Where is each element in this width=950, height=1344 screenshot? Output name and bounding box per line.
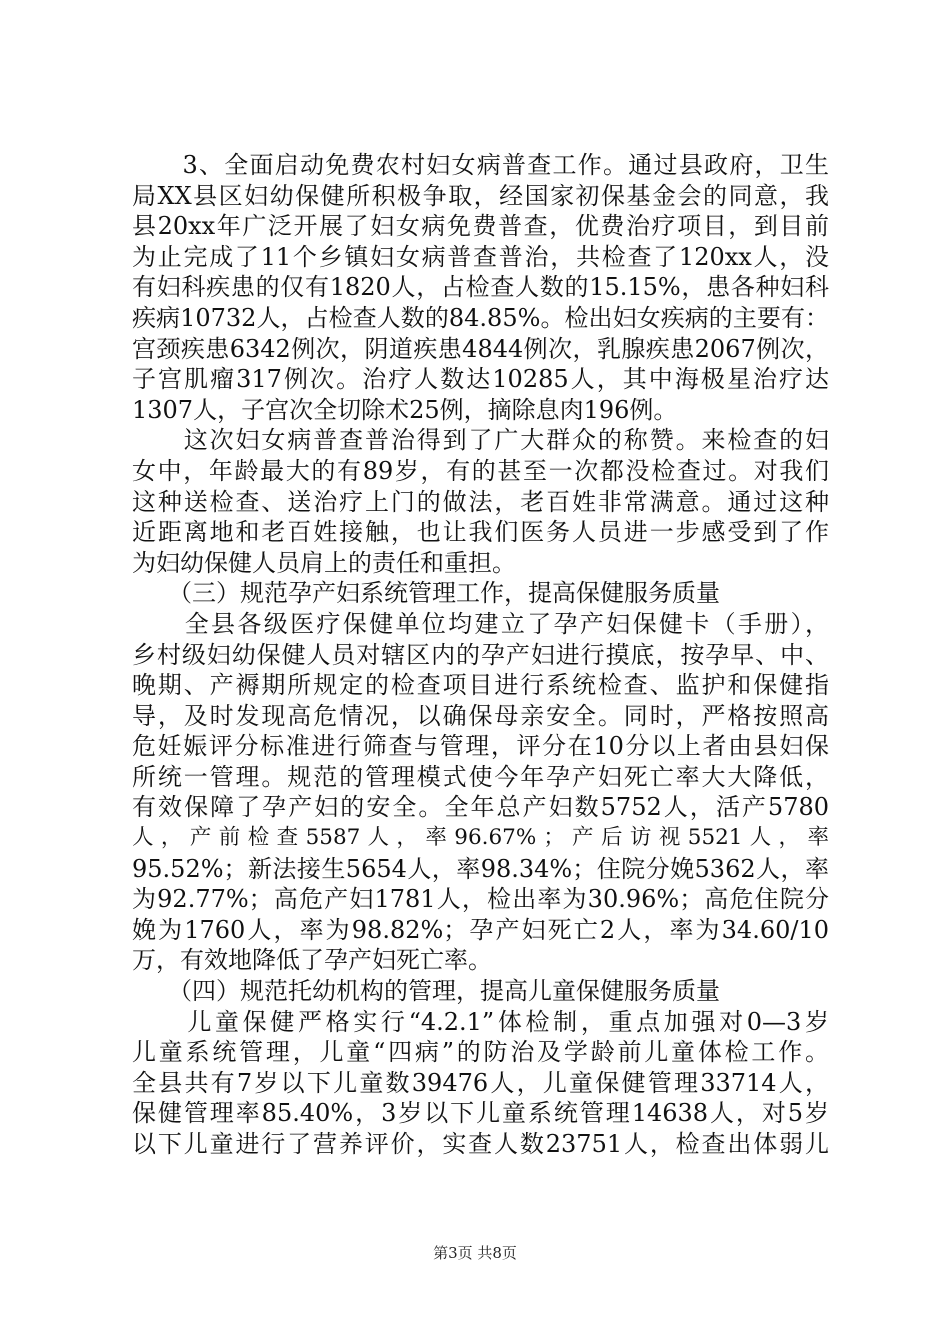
text-line: 3、全面启动免费农村妇女病普查工作。通过县政府，卫生 — [132, 151, 829, 179]
text-line: 有妇科疾患的仅有1820人，占检查人数的15.15%，患各种妇科 — [132, 273, 829, 302]
text-line: 疾病10732人，占检查人数的84.85%。检出妇女疾病的主要有： — [132, 303, 829, 332]
text-line: 这种送检查、送治疗上门的做法，老百姓非常满意。通过这种 — [132, 487, 829, 516]
text-line: 子宫肌瘤317例次。治疗人数达10285人，其中海极星治疗达 — [132, 365, 829, 394]
text-line: 县20xx年广泛开展了妇女病免费普查，优费治疗项目，到目前 — [132, 212, 829, 241]
text-line: 全县各级医疗保健单位均建立了孕产妇保健卡（手册）， — [132, 609, 829, 638]
text-line: 有效保障了孕产妇的安全。全年总产妇数5752人，活产5780 — [132, 793, 829, 822]
text-line: （三）规范孕产妇系统管理工作，提高保健服务质量 — [132, 579, 720, 608]
text-line: 为妇幼保健人员肩上的责任和重担。 — [132, 548, 516, 577]
text-line: 乡村级妇幼保健人员对辖区内的孕产妇进行摸底，按孕早、中、 — [132, 640, 829, 669]
text-line: 1307人，子宫次全切除术25例，摘除息肉196例。 — [132, 395, 678, 424]
text-line: 这次妇女病普查普治得到了广大群众的称赞。来检查的妇 — [132, 426, 829, 455]
text-line: 导，及时发现高危情况，以确保母亲安全。同时，严格按照高 — [132, 701, 829, 730]
text-line: 全县共有7岁以下儿童数39476人，儿童保健管理33714人， — [132, 1068, 829, 1097]
text-line: 万，有效地降低了孕产妇死亡率。 — [132, 946, 492, 975]
document-body — [132, 150, 829, 1160]
text-line: 女中，年龄最大的有89岁，有的甚至一次都没检查过。对我们 — [132, 456, 829, 485]
text-line: 为止完成了11个乡镇妇女病普查普治，共检查了120xx人，没 — [132, 242, 829, 271]
text-line: 近距离地和老百姓接触，也让我们医务人员进一步感受到了作 — [132, 518, 829, 547]
text-line: 娩为1760人，率为98.82%；孕产妇死亡2人，率为34.60/10 — [132, 915, 829, 944]
text-line: 为92.77%；高危产妇1781人，检出率为30.96%；高危住院分 — [132, 885, 829, 914]
text-line: （四）规范托幼机构的管理，提高儿童保健服务质量 — [132, 977, 720, 1006]
text-line: 局XX县区妇幼保健所积极争取，经国家初保基金会的同意，我 — [132, 181, 829, 210]
text-line: 宫颈疾患6342例次，阴道疾患4844例次，乳腺疾患2067例次， — [132, 334, 829, 363]
page-footer: 第3页 共8页 — [433, 1244, 517, 1262]
text-line: 儿童保健严格实行“4.2.1”体检制，重点加强对0—3岁 — [132, 1007, 829, 1036]
text-line: 以下儿童进行了营养评价，实查人数23751人，检查出体弱儿 — [132, 1130, 829, 1158]
text-line: 所统一管理。规范的管理模式使今年孕产妇死亡率大大降低， — [132, 762, 829, 791]
text-line: 儿童系统管理，儿童“四病”的防治及学龄前儿童体检工作。 — [132, 1038, 829, 1067]
text-line: 人 ， 产 前 检 查 5587 人 ， 率 96.67% ； 产 后 访 视 5521 人 ， 率 — [132, 825, 829, 851]
text-line: 晚期、产褥期所规定的检查项目进行系统检查、监护和保健指 — [132, 671, 829, 700]
text-line: 95.52%；新法接生5654人，率98.34%；住院分娩5362人，率 — [132, 854, 829, 883]
text-line: 保健管理率85.40%，3岁以下儿童系统管理14638人，对5岁 — [132, 1099, 829, 1128]
text-line: 危妊娠评分标准进行筛查与管理，评分在10分以上者由县妇保 — [132, 732, 829, 761]
